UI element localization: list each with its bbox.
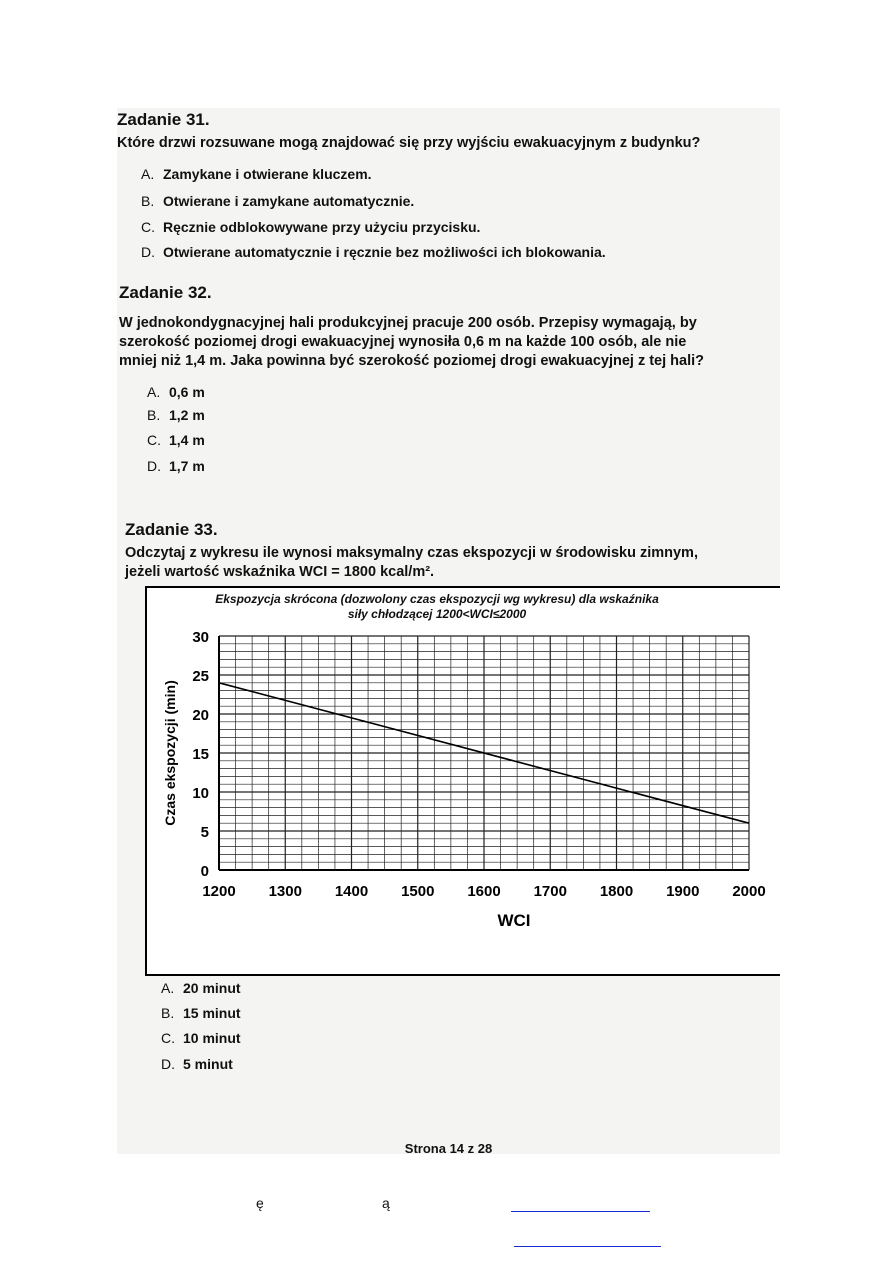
- option-letter: B.: [147, 407, 161, 423]
- question-33-option-c: [161, 1030, 241, 1046]
- scanned-page: [117, 108, 780, 1154]
- hyperlink-underline-2[interactable]: [514, 1246, 661, 1247]
- option-text: Zamykane i otwierane kluczem.: [163, 166, 372, 182]
- x-tick-label: 1300: [268, 883, 302, 900]
- question-33-text-line-2: jeżeli wartość wskaźnika WCI = 1800 kcal/m².: [125, 564, 435, 580]
- x-tick-label: 2000: [732, 883, 766, 900]
- option-letter: B.: [141, 193, 155, 209]
- option-letter: C.: [147, 432, 161, 448]
- x-tick-label: 1800: [599, 883, 634, 900]
- option-letter: B.: [161, 1005, 175, 1021]
- question-31-text: Które drzwi rozsuwane mogą znajdować się przy wyjściu ewakuacyjnym z budynku?: [117, 135, 701, 151]
- question-32-option-d: [147, 458, 205, 474]
- option-text: 1,2 m: [169, 407, 205, 423]
- x-tick-label: 1700: [533, 883, 567, 900]
- question-33-title: Zadanie 33.: [125, 520, 218, 539]
- option-text: 5 minut: [183, 1056, 233, 1072]
- x-axis-label: WCI: [497, 911, 531, 930]
- option-letter: A.: [161, 980, 175, 996]
- question-33-text-line-1: Odczytaj z wykresu ile wynosi maksymalny czas ekspozycji w środowisku zimnym,: [125, 545, 698, 561]
- question-31-option-d: [141, 244, 606, 260]
- y-tick-label: 5: [200, 824, 209, 841]
- option-text: 1,4 m: [169, 432, 205, 448]
- option-text: 10 minut: [183, 1030, 241, 1046]
- y-tick-label: 30: [192, 629, 209, 646]
- chart-title-line-1: Ekspozycja skrócona (dozwolony czas ekspozycji wg wykresu) dla wskaźnika: [215, 592, 659, 606]
- question-32-option-b: [147, 407, 205, 423]
- option-text: 0,6 m: [169, 384, 205, 400]
- option-letter: C.: [161, 1030, 175, 1046]
- option-letter: A.: [147, 384, 161, 400]
- y-tick-label: 20: [192, 707, 209, 724]
- question-31-title: Zadanie 31.: [117, 110, 210, 129]
- question-32-option-c: [147, 432, 205, 448]
- option-text: 15 minut: [183, 1005, 241, 1021]
- question-32-text-line-3: mniej niż 1,4 m. Jaka powinna być szerokość poziomej drogi ewakuacyjnej z tej hali?: [119, 353, 705, 369]
- x-tick-label: 1900: [666, 883, 700, 900]
- y-tick-label: 0: [200, 863, 209, 880]
- x-tick-label: 1600: [467, 883, 501, 900]
- stray-char-1: ę: [256, 1195, 264, 1211]
- x-tick-label: 1400: [334, 883, 369, 900]
- option-text: Otwierane i zamykane automatycznie.: [163, 193, 415, 209]
- stray-char-2: ą: [382, 1195, 390, 1211]
- option-letter: C.: [141, 219, 155, 235]
- question-33-option-d: [161, 1056, 233, 1072]
- y-tick-label: 15: [192, 746, 209, 763]
- question-31-option-b: [141, 193, 414, 209]
- option-text: Ręcznie odblokowywane przy użyciu przycisku.: [163, 219, 481, 235]
- x-tick-label: 1200: [202, 883, 236, 900]
- chart-title-line-2: siły chłodzącej 1200<WCI≤2000: [347, 607, 527, 621]
- chart-svg: [147, 588, 780, 974]
- question-33-option-b: [161, 1005, 241, 1021]
- x-tick-label: 1500: [401, 883, 435, 900]
- question-31-option-c: [141, 219, 480, 235]
- option-letter: D.: [147, 458, 161, 474]
- page-number: Strona 14 z 28: [404, 1141, 493, 1154]
- y-tick-label: 10: [192, 785, 209, 802]
- question-31-option-a: [141, 166, 372, 182]
- question-33-option-a: [161, 980, 241, 996]
- option-text: Otwierane automatycznie i ręcznie bez możliwości ich blokowania.: [163, 244, 606, 260]
- question-32-text-line-1: W jednokondygnacyjnej hali produkcyjnej pracuje 200 osób. Przepisy wymagają, by: [119, 315, 697, 331]
- y-axis-label: Czas ekspozycji (min): [162, 680, 178, 826]
- question-32-title: Zadanie 32.: [119, 283, 212, 302]
- question-32-option-a: [147, 384, 205, 400]
- option-letter: D.: [141, 244, 155, 260]
- y-tick-label: 25: [192, 668, 209, 685]
- option-letter: D.: [161, 1056, 175, 1072]
- option-text: 20 minut: [183, 980, 241, 996]
- option-letter: A.: [141, 166, 155, 182]
- hyperlink-underline-1[interactable]: [511, 1211, 650, 1212]
- question-32-text-line-2: szerokość poziomej drogi ewakuacyjnej wynosiła 0,6 m na każde 100 osób, ale nie: [119, 334, 687, 350]
- chart-frame: [145, 586, 780, 976]
- option-text: 1,7 m: [169, 458, 205, 474]
